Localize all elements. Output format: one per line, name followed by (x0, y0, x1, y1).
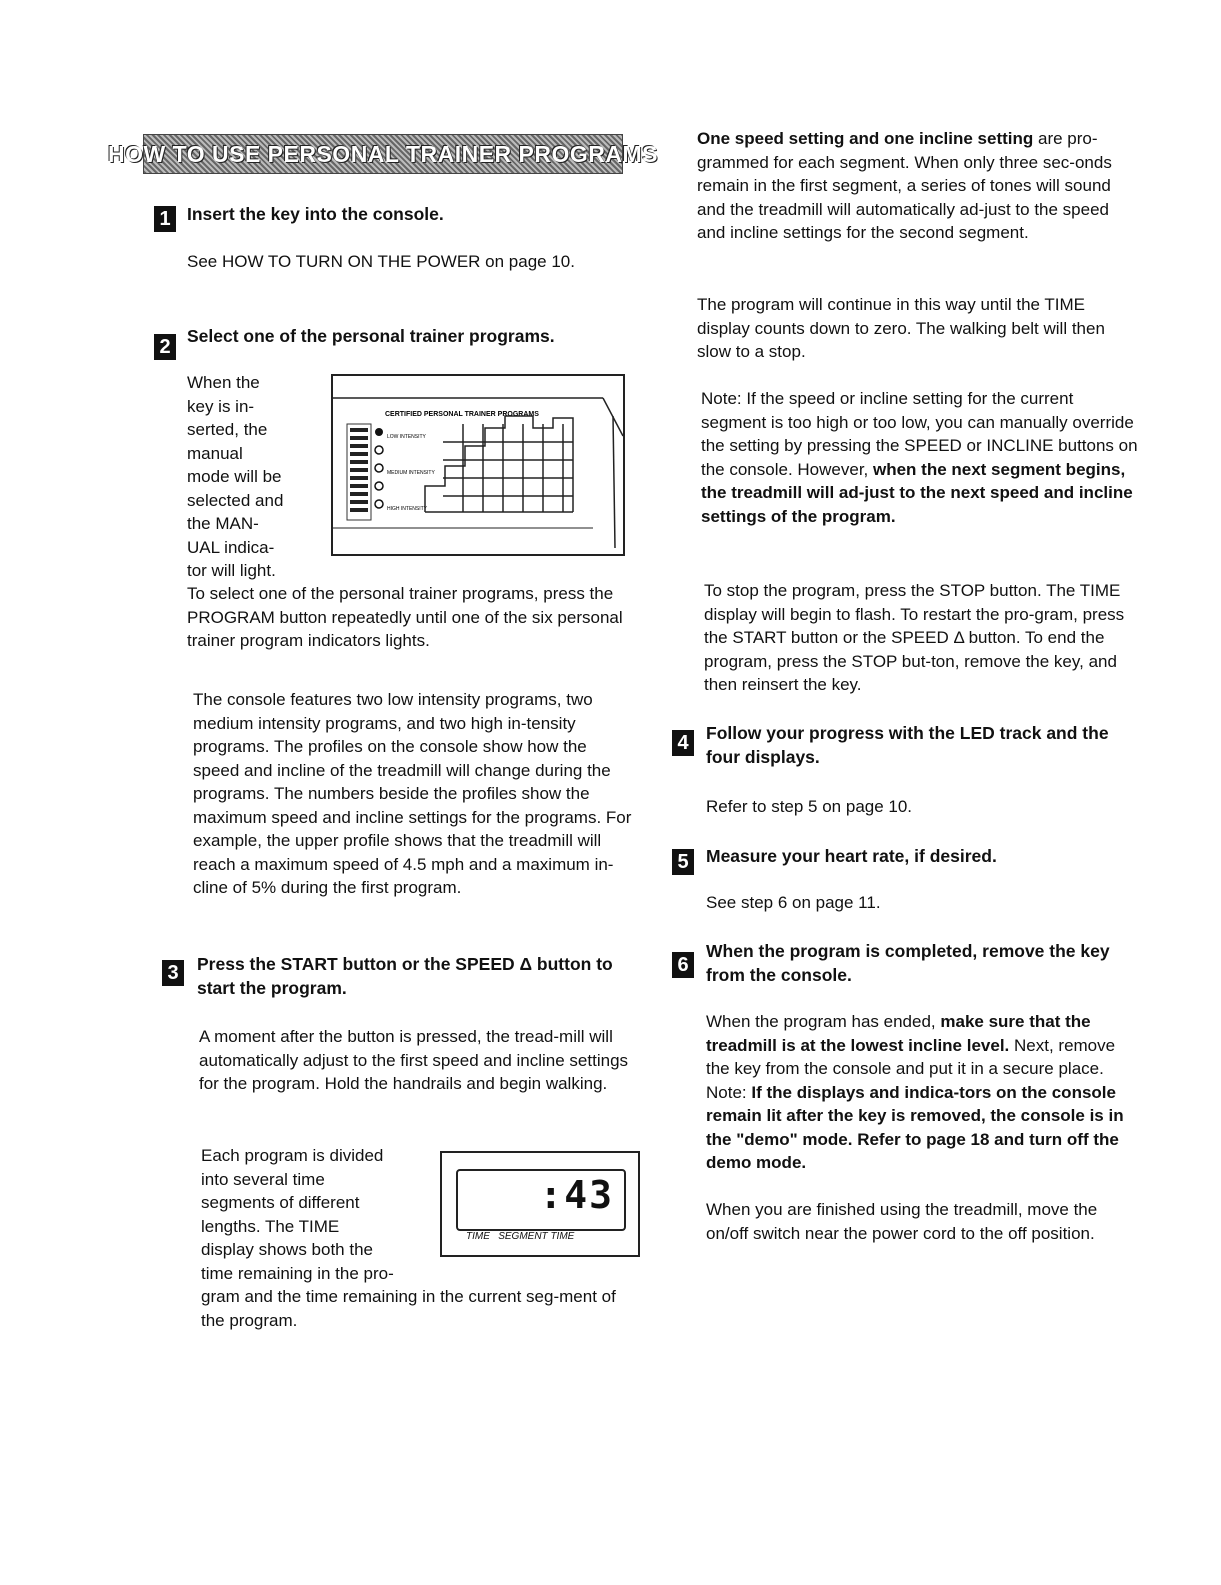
step-6-para1-plain: When the program has ended, (706, 1012, 941, 1031)
wrap-line: lengths. The TIME (201, 1216, 340, 1236)
console-high-label: HIGH INTENSITY (387, 506, 428, 512)
step-2-wrap-text (187, 371, 327, 583)
step-5-body: See step 6 on page 11. (706, 893, 881, 912)
banner-title: HOW TO USE PERSONAL TRAINER PROGRAMS (107, 140, 659, 167)
step-1-number: 1 (154, 206, 176, 232)
wrap-line: UAL indica- (187, 537, 275, 557)
step-2-para2: The console features two low intensity programs, two medium intensity programs, and two high in-tensity programs. The profiles on the console show how the speed and incline of the treadmill will change during the programs. The numbers beside the profiles show the maximum speed and incline settings for the programs. For example, the upper profile shows that the treadmill will reach a maximum speed of 4.5 mph and a maximum in-cline of 5% during the first program. (193, 690, 632, 897)
time-display-value: :43 (539, 1173, 614, 1217)
step-5-heading: Measure your heart rate, if desired. (706, 846, 997, 866)
right-para3-plain: Note: If the speed or incline setting for the current segment is too high or too low, you can manually override the setting by pressing the SPEED or INCLINE buttons on the console. However, (701, 389, 1138, 479)
right-para1 (697, 127, 1142, 245)
right-para3-bold: when the next segment begins, the treadmill will ad-just to the next speed and incline settings of the program. (701, 459, 1133, 526)
right-para1-rest: are pro-grammed for each segment. When only three sec-onds remain in the first segment, a series of tones will sound and the treadmill will automatically ad-just to the speed and incline settings for the second segment. (697, 129, 1112, 242)
right-para4: To stop the program, press the STOP button. The TIME display will begin to flash. To restart the pro-gram, press the START button or the SPEED Δ button. To end the program, press the STOP but-ton, remove the key, and then reinsert the key. (704, 581, 1125, 694)
step-5-number: 5 (672, 849, 694, 875)
wrap-line: mode will be (187, 467, 282, 486)
step-1-heading: Insert the key into the console. (187, 204, 444, 224)
right-para1-bold: One speed setting and one incline setting (697, 129, 1034, 148)
right-para2: The program will continue in this way until the TIME display counts down to zero. The walking belt will then slow to a stop. (697, 295, 1105, 361)
step-4-number: 4 (672, 730, 694, 756)
wrap-line: Each program is divided (201, 1146, 384, 1165)
step-2-number: 2 (154, 334, 176, 360)
step-3-number: 3 (162, 960, 184, 986)
console-low-label: LOW INTENSITY (387, 434, 426, 440)
step-6-para1-mid: Next, remove the key from the console and put it in a secure place. Note: (706, 1035, 1116, 1102)
step-2-para1: To select one of the personal trainer programs, press the PROGRAM button repeatedly until one of the six personal trainer program indicators lights. (187, 584, 623, 650)
step-1-body: See HOW TO TURN ON THE POWER on page 10. (187, 252, 575, 271)
wrap-line: time remaining in the pro- (201, 1263, 394, 1283)
section-banner (107, 134, 659, 174)
step-3-heading: Press the START button or the SPEED Δ button to start the program. (197, 954, 613, 998)
step-6-para2: When you are finished using the treadmill, move the on/off switch near the power cord to the off position. (706, 1200, 1098, 1243)
wrap-line: key is in- (187, 396, 255, 416)
console-title: CERTIFIED PERSONAL TRAINER PROGRAMS (385, 411, 539, 418)
right-para3 (701, 387, 1141, 528)
wrap-line: serted, the (187, 420, 268, 439)
wrap-line: selected and (187, 490, 284, 510)
time-display-label: TIME SEGMENT TIME (466, 1231, 575, 1242)
step-3-para1: A moment after the button is pressed, the tread-mill will automatically adjust to the first speed and incline settings for the program. Hold the handrails and begin walking. (199, 1027, 629, 1093)
step-3-para2-rest: gram and the time remaining in the current seg-ment of the program. (201, 1287, 616, 1330)
step-4-heading: Follow your progress with the LED track and the four displays. (706, 723, 1109, 767)
step-6-para1-bold: make sure that the treadmill is at the lowest incline level. (706, 1012, 1091, 1055)
step-6-para1-bold2: If the displays and indica-tors on the console remain lit after the key is removed, the console is in the "demo" mode. Refer to page 18 and turn off the demo mode. (706, 1082, 1124, 1172)
time-display-illustration (440, 1151, 640, 1257)
wrap-line: manual (187, 443, 243, 463)
wrap-line: display shows both the (201, 1240, 373, 1259)
wrap-line: the MAN- (187, 514, 259, 533)
step-2-heading: Select one of the personal trainer programs. (187, 326, 555, 346)
console-med-label: MEDIUM INTENSITY (387, 470, 435, 476)
step-4-body: Refer to step 5 on page 10. (706, 797, 913, 816)
console-illustration (331, 374, 625, 556)
time-display-screen (456, 1169, 626, 1231)
step-6-para1 (706, 1010, 1136, 1175)
wrap-line: into several time (201, 1169, 325, 1189)
wrap-line: tor will light. (187, 561, 276, 580)
step-6-number: 6 (672, 952, 694, 978)
console-drawing (333, 376, 623, 554)
wrap-line: When the (187, 373, 260, 392)
step-3-wrap-text (201, 1144, 441, 1285)
step-6-heading: When the program is completed, remove the key from the console. (706, 941, 1110, 985)
wrap-line: segments of different (201, 1193, 360, 1212)
